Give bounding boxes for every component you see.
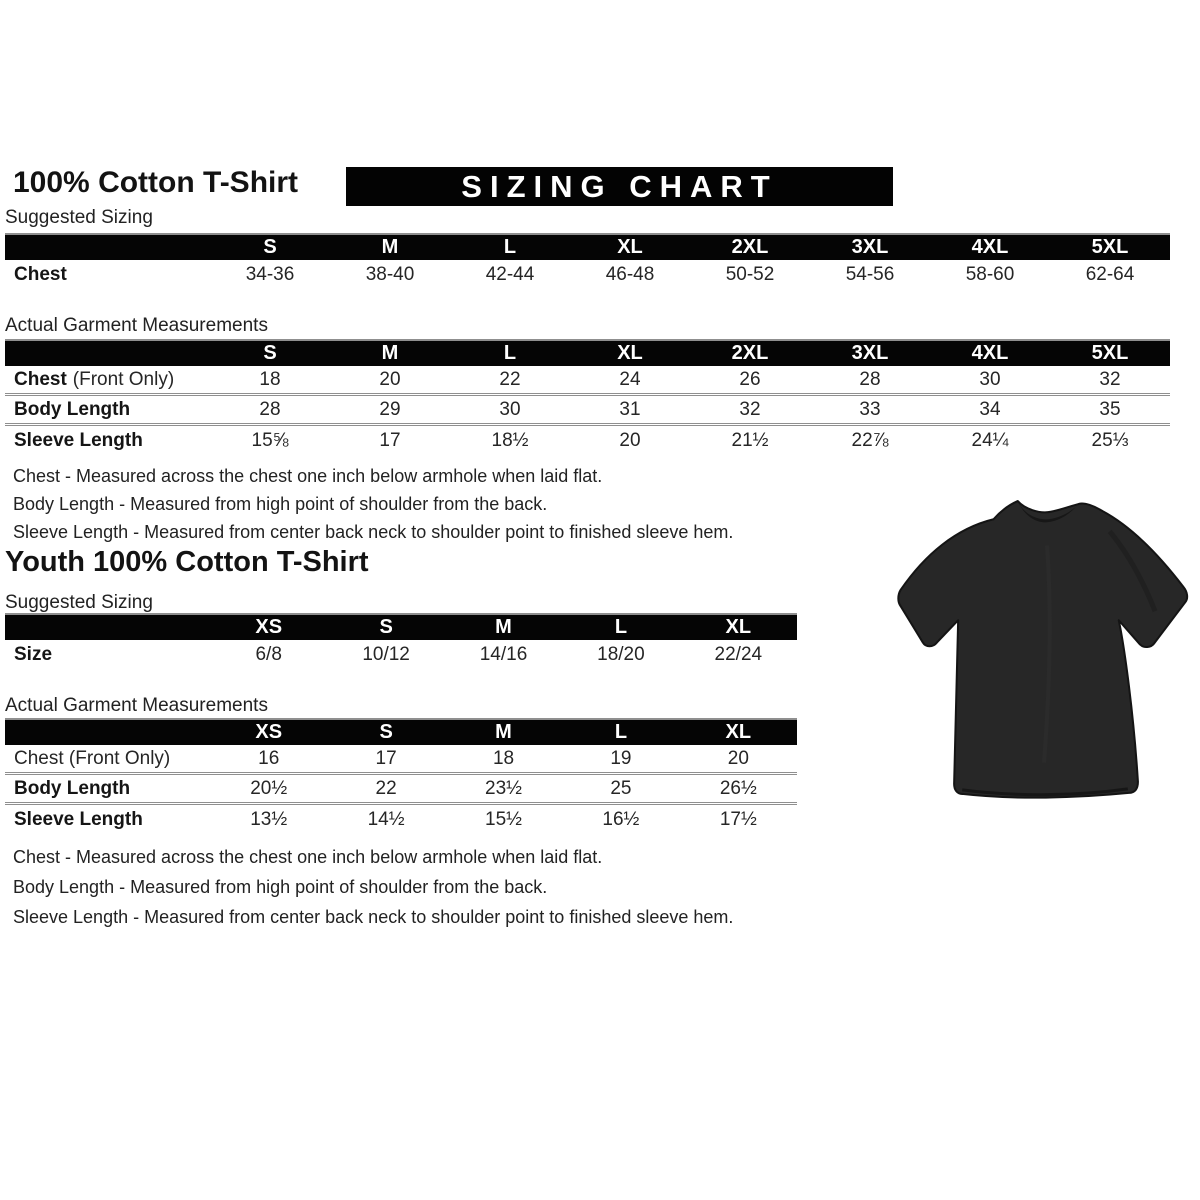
value-cell: 16: [258, 747, 280, 769]
value-cell: 54-56: [845, 264, 895, 285]
size-header-cell: S: [263, 236, 277, 258]
value-cell: 46-48: [605, 264, 655, 285]
value-cell: 35: [1099, 398, 1121, 420]
row-label-text: Body Length: [14, 398, 131, 420]
table-header-row: [5, 718, 797, 745]
value-cell: 6/8: [255, 644, 282, 665]
row-label: [5, 369, 210, 391]
value-cell: 30: [979, 368, 1001, 390]
value-cell: 17½: [719, 809, 757, 830]
value-cell: 22⅞: [851, 430, 889, 451]
value-cell: 23½: [485, 777, 522, 799]
row-label: [5, 778, 210, 800]
size-header-cell: 5XL: [1091, 342, 1129, 364]
value-cell: 32: [1099, 368, 1121, 390]
row-label-text: Sleeve Length: [14, 809, 143, 830]
size-header-cell: L: [503, 342, 517, 364]
black-tshirt-graphic: [895, 495, 1192, 801]
size-header-cell: M: [381, 342, 399, 364]
value-cell: 28: [859, 368, 881, 390]
adult-suggested-sizing-table: [5, 233, 1170, 290]
value-cell: 62-64: [1085, 264, 1135, 285]
size-header-cell: L: [503, 236, 517, 258]
size-header-cell: 2XL: [731, 342, 769, 364]
note-sleeve-length: Sleeve Length - Measured from center back neck to shoulder point to finished sleeve hem.: [13, 907, 734, 927]
value-cell: 30: [499, 398, 521, 420]
value-cell: 22: [499, 368, 521, 390]
value-cell: 17: [375, 747, 397, 769]
value-cell: 24¼: [971, 430, 1009, 451]
table-row-sleeve-length: [5, 426, 1170, 456]
row-label: [5, 748, 210, 770]
value-cell: 18½: [491, 430, 529, 451]
row-label: [5, 264, 210, 286]
table-header-row: [5, 613, 797, 640]
value-cell: 17: [379, 430, 401, 451]
value-cell: 20: [379, 368, 401, 390]
note-chest: Chest - Measured across the chest one inch below armhole when laid flat.: [13, 847, 603, 867]
value-cell: 25: [610, 777, 632, 799]
value-cell: 20: [727, 747, 749, 769]
value-cell: 22: [375, 777, 397, 799]
value-cell: 34: [979, 398, 1001, 420]
row-label-text: Chest (Front Only): [14, 747, 171, 769]
row-label-suffix: (Front Only): [72, 368, 175, 390]
value-cell: 14/16: [479, 644, 528, 665]
size-header-cell: L: [614, 721, 628, 743]
size-header-cell: M: [495, 616, 512, 638]
page-title-adult: 100% Cotton T-Shirt: [13, 166, 299, 199]
adult-suggested-sizing-label: Suggested Sizing: [5, 207, 153, 228]
value-cell: 18/20: [597, 644, 645, 665]
youth-suggested-sizing-label: Suggested Sizing: [5, 592, 153, 613]
youth-actual-measurements-label: Actual Garment Measurements: [5, 695, 268, 716]
value-cell: 34-36: [245, 264, 295, 285]
value-cell: 32: [739, 398, 761, 420]
value-cell: 18: [259, 368, 281, 390]
value-cell: 42-44: [485, 264, 535, 285]
table-row-chest: [5, 260, 1170, 290]
size-header-cell: S: [379, 721, 393, 743]
sizing-chart-banner: SIZING CHART: [346, 167, 893, 206]
row-label: [5, 399, 210, 421]
value-cell: 28: [259, 398, 281, 420]
size-header-cell: XL: [725, 616, 752, 638]
value-cell: 26½: [719, 777, 757, 799]
value-cell: 50-52: [725, 264, 775, 285]
value-cell: 29: [379, 398, 401, 420]
value-cell: 58-60: [965, 264, 1015, 285]
value-cell: 13½: [250, 809, 288, 830]
size-header-cell: 4XL: [971, 342, 1009, 364]
youth-actual-measurements-table: [5, 718, 797, 835]
note-sleeve-length: Sleeve Length - Measured from center back neck to shoulder point to finished sleeve hem.: [13, 522, 734, 542]
youth-suggested-sizing-table: [5, 613, 797, 670]
size-header-cell: XL: [725, 721, 752, 743]
adult-actual-measurements-table: [5, 339, 1170, 456]
tshirt-image: [895, 495, 1192, 801]
value-cell: 16½: [602, 809, 640, 830]
row-label: [5, 430, 210, 452]
row-label-text: Size: [14, 644, 53, 665]
size-header-cell: 5XL: [1091, 236, 1129, 258]
size-header-cell: XS: [255, 616, 283, 638]
value-cell: 10/12: [362, 644, 410, 665]
adult-measurement-notes: [13, 462, 733, 546]
value-cell: 24: [619, 368, 641, 390]
row-label-text: Chest: [14, 264, 67, 285]
row-label-text: Body Length: [14, 777, 131, 799]
size-header-cell: 2XL: [731, 236, 769, 258]
row-label: [5, 809, 210, 831]
table-header-row: [5, 339, 1170, 366]
value-cell: 31: [619, 398, 641, 420]
table-row-chest-front-only: [5, 745, 797, 775]
row-label-text: Chest: [14, 368, 67, 390]
value-cell: 20: [619, 430, 641, 451]
note-body-length: Body Length - Measured from high point of shoulder from the back.: [13, 877, 548, 897]
value-cell: 20½: [250, 777, 288, 799]
size-header-cell: L: [614, 616, 628, 638]
value-cell: 22/24: [714, 644, 763, 665]
size-header-cell: M: [381, 236, 399, 258]
value-cell: 18: [492, 747, 515, 769]
value-cell: 25⅓: [1091, 430, 1129, 451]
value-cell: 21½: [731, 430, 769, 451]
value-cell: 38-40: [365, 264, 415, 285]
size-header-cell: S: [263, 342, 277, 364]
table-row-size: [5, 640, 797, 670]
size-header-cell: XL: [617, 342, 643, 364]
size-header-cell: M: [495, 721, 512, 743]
size-header-cell: 4XL: [971, 236, 1009, 258]
table-header-row: [5, 233, 1170, 260]
value-cell: 33: [859, 398, 881, 420]
value-cell: 26: [739, 368, 761, 390]
size-header-cell: XS: [255, 721, 283, 743]
size-header-cell: 3XL: [851, 236, 889, 258]
size-header-cell: 3XL: [851, 342, 889, 364]
youth-measurement-notes: [13, 842, 733, 932]
adult-actual-measurements-label: Actual Garment Measurements: [5, 315, 268, 336]
note-chest: Chest - Measured across the chest one inch below armhole when laid flat.: [13, 466, 603, 486]
value-cell: 15½: [485, 809, 522, 830]
row-label: [5, 644, 210, 666]
value-cell: 14½: [367, 809, 405, 830]
table-row-sleeve-length: [5, 805, 797, 835]
page-title-youth: Youth 100% Cotton T-Shirt: [5, 546, 369, 578]
table-row-chest-front-only: [5, 366, 1170, 396]
size-header-cell: XL: [617, 236, 643, 258]
table-row-body-length: [5, 775, 797, 805]
table-row-body-length: [5, 396, 1170, 426]
note-body-length: Body Length - Measured from high point of shoulder from the back.: [13, 494, 548, 514]
row-label-text: Sleeve Length: [14, 430, 143, 451]
value-cell: 19: [610, 747, 632, 769]
size-header-cell: S: [379, 616, 393, 638]
value-cell: 15⅝: [251, 430, 289, 451]
